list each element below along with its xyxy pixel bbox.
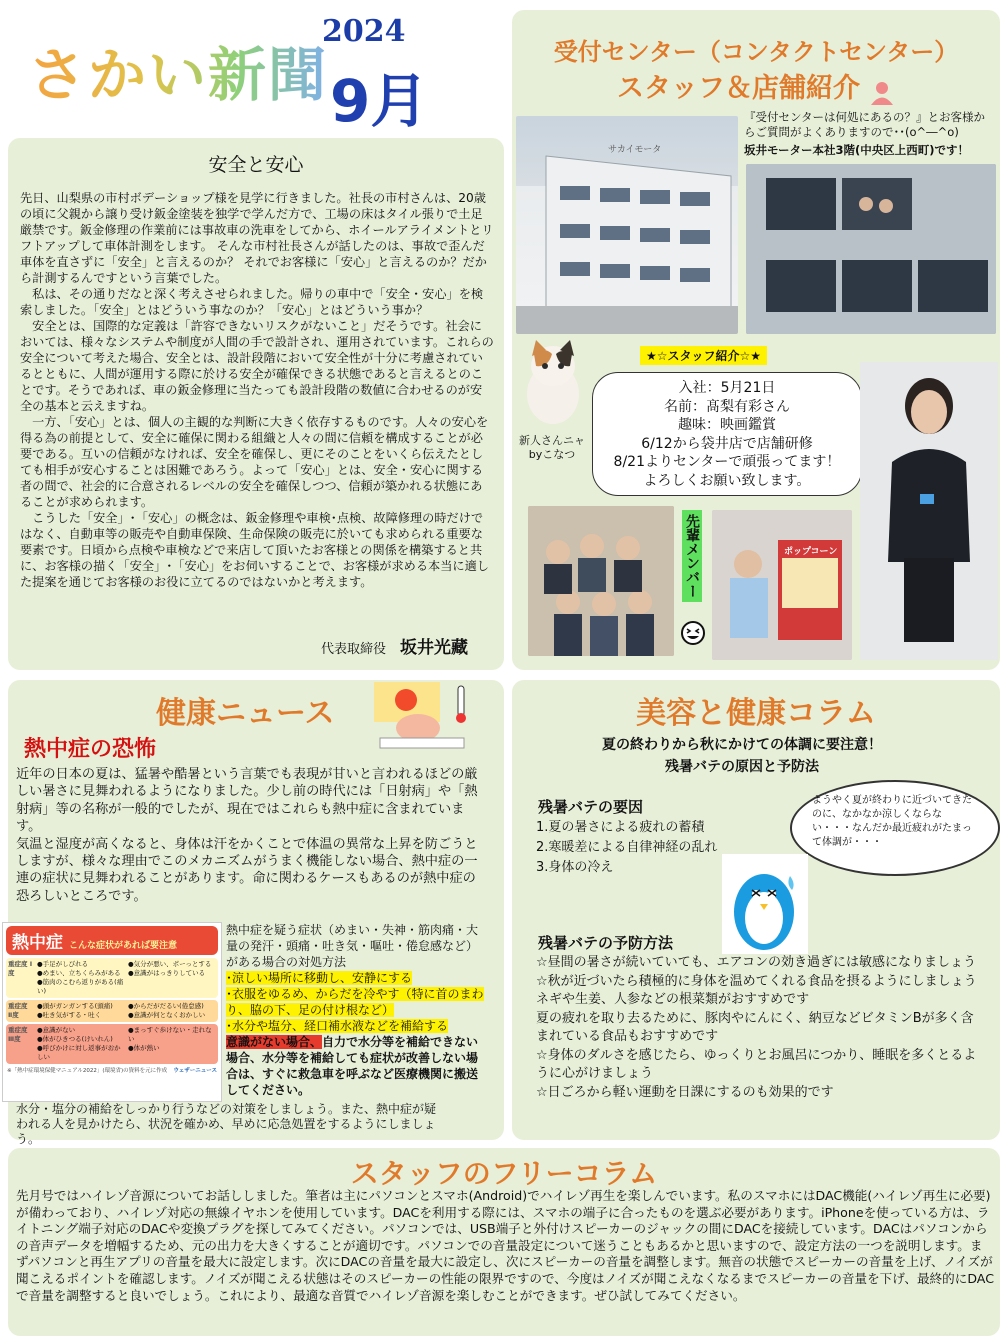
health-title: 健康ニュース (156, 696, 335, 731)
center-title-line1: 受付センター（コンタクトセンター） (553, 38, 959, 66)
symptom: ●まっすぐ歩けない・走れない (128, 1026, 212, 1043)
center-title-line2: スタッフ＆店舗紹介 (616, 73, 860, 104)
prevention-item: ☆身体のダルさを感じたら、ゆっくりとお風呂につかり、睡眠を多くとるように心がけましょう (536, 1047, 977, 1081)
contact-center-panel (512, 10, 1000, 670)
causes-heading: 残暑バテの要因 (538, 798, 644, 816)
prevention-item: ☆日ごろから軽い運動を日課にするのも効果的です (536, 1084, 834, 1100)
center-address: 坂井モーター本社3階(中央区上西町)です！ (744, 143, 970, 157)
beauty-subtitle-1: 夏の終わりから秋にかけての体調に要注意！ (602, 737, 882, 753)
staff-line: 趣味：映画鑑賞 (678, 417, 776, 433)
symptom: ●呼びかけに対し返事がおかしい (37, 1044, 121, 1061)
level-label: 重症度 Ⅲ度 (8, 1026, 28, 1043)
building-photo-exterior (516, 116, 738, 334)
signature-name: 坂井光藏 (400, 638, 468, 658)
symptom: ●意識がはっきりしている (128, 969, 206, 977)
first-aid-step-text: ･水分や塩分、経口補水液などを補給する (226, 1019, 449, 1033)
health-subtitle: 熱中症の恐怖 (24, 737, 157, 762)
free-column-title: スタッフのフリーコラム (350, 1157, 658, 1190)
safety-body (20, 190, 494, 590)
prevention-item: ☆昼間の暑さが続いていても、エアコンの効き過ぎには敏感になりましょう (536, 955, 977, 970)
safety-heading: 安全と安心 (208, 154, 304, 176)
popcorn-sign: ポップコーン (784, 547, 838, 557)
level-left-symptoms (37, 1026, 125, 1062)
new-staff-photo (860, 362, 998, 660)
cause-item: 3.身体の冷え (536, 860, 614, 875)
building-sign: サカイモータ (608, 145, 662, 155)
issue-year: 2024 (322, 14, 406, 49)
level-left-symptoms (37, 960, 125, 996)
staff-line: よろしくお願い致します。 (643, 472, 811, 489)
penguin-illustration (722, 854, 808, 954)
symptom: ●体が熱い (128, 1044, 160, 1052)
warning-head: 意識がない場合、 (226, 1035, 323, 1049)
staff-line: 名前：髙梨有彩さん (664, 398, 790, 415)
chart-source: ※「熱中症環境保健マニュアル2022」(環境省)の資料を元に作成 (7, 1068, 168, 1074)
safety-paragraph: 先日、山梨県の市村ボデーショップ様を見学に行きました。社長の市村さんは、20歳の頃に父親から譲り受け鈑金塗装を独学で学んだ方で、工場の床はタイル張りで土足厳禁です。鈑金修理の作業前には事故車の洗車をしてから、ホイールアライメントとリフトアップして車体計測をします。 そんな市村社長さんが話したのは、事故で歪んだ車体を直さずに「安全」と言えるのか？ それでお客様に「安心」と言えるのか？だから計測するんですという言葉でした。 (20, 191, 494, 285)
emergency-warning (226, 1034, 484, 1098)
free-column-panel (8, 1148, 1000, 1336)
cause-item: 2.寒暖差による自律神経の乱れ (536, 840, 718, 855)
symptom-chart-title: 熱中症 (12, 933, 63, 953)
first-aid-step-text: ･衣服をゆるめ、からだを冷やす（特に首のまわり、脇の下、足の付け根など） (226, 987, 484, 1017)
health-intro-paragraph: 近年の日本の夏は、猛暑や酷暑という言葉でも表現が甘いと言われるほどの厳しい暑さに見舞われるようになりました。少し前の時代には「日射病」や「熱射病」等の名称が一般的でしたが、現在ではこれらも熱中症に含まれています。 (16, 767, 478, 835)
symptom: ●体がひきつる(けいれん) (37, 1035, 113, 1043)
thought-bubble (790, 780, 1000, 876)
thought-bubble-text: ようやく夏が終わりに近づいてきたのに、なかなか涼しくならない・・・なんだか最近疲れがたまって体調が・・・ (812, 795, 972, 848)
level-row-3 (6, 1024, 218, 1064)
staff-person-icon (869, 80, 895, 106)
causes-list (536, 818, 717, 878)
safety-signature (321, 633, 468, 658)
center-caption: 『受付センターは何処にあるの？』とお客様からご質問がよくありますので･･(o^―^o) (744, 110, 986, 139)
prevention-item: 夏の疲れを取り去るために、豚肉やにんにく、納豆などビタミンBが多く含まれている食品もおすすめです (536, 1010, 974, 1044)
beauty-title: 美容と健康コラム (636, 696, 876, 731)
staff-intro-box (592, 372, 862, 496)
prevention-list (536, 954, 986, 1102)
symptom: ●意識がない (37, 1026, 76, 1034)
safety-paragraph: 一方、「安心」とは、個人の主観的な判断に大きく依存するものです。人々の安心を得る為の前提として、安全に確保に関わる組織と人々の間に信頼を構成することが必要である。互いの信頼がなければ、安全を確保し、更にそのことをいくら伝えたとしても相手が安心することは困難であろう。よって「安心」とは、安全・安心に関する者の間で、社会的に合意されるレベルの安全を確保しつつ、信頼が築かれる状態にあることが求められます。 (20, 415, 489, 509)
symptom: ●気分が悪い、ボーっとする (128, 960, 212, 968)
heatstroke-illustration (366, 680, 478, 752)
symptom: ●筋肉のこむら返りがある(痛い) (37, 978, 124, 995)
chart-footer (3, 1066, 221, 1074)
cat-caption (514, 434, 590, 462)
level-right-symptoms (128, 1002, 216, 1020)
warning-rest: 自力で水分等を補給できない場合、水分等を補給しても症状が改善しない場合は、すぐに救急車を呼ぶなど医療機関に搬送してください。 (226, 1035, 479, 1097)
newspaper-title: さかい新聞 (28, 28, 328, 112)
staff-line: 8/21よりセンターで頑張ってます！ (613, 454, 841, 470)
first-aid-step (226, 986, 484, 1018)
prevention-item: ☆秋が近づいたら積極的に身体を温めてくれる食品を摂るようにしましょう (536, 973, 977, 989)
safety-paragraph: 安全とは、国際的な定義は「許容できないリスクがないこと」だそうです。社会においては、様々なシステムや制度が人間の手で設計され、運用されています。これらの安全について考えた場合、安全とは、設計段階において安全性が十分に考慮されているとともに、人間が運用する際に於ける安全が確保できる状態であると言えるとのことです。そうであれば、車の鈑金修理に当たっても設計段階の数値に合わせるのが安全の基本と云えますね。 (20, 319, 494, 413)
first-aid-step (226, 970, 484, 986)
signature-role: 代表取締役 (320, 642, 386, 657)
center-title-line2-wrap (512, 66, 1000, 106)
safety-article-panel (8, 138, 504, 670)
free-column-text: 先月号ではハイレゾ音源についてお話ししました。筆者は主にパソコンとスマホ(Android)でハイレゾ再生を楽しんでいます。私のスマホにはDAC機能(ハイレゾ再生に必要)が備わっており、ハイレゾ対応の無線イヤホンを使用しています。DACを利用する際には、スマホの端子に合ったものを選ぶ必要があります。iPhoneを使っている方は、ライトニング端子対応のDACや変換プラグを探してみてください。パソコンでは、USB端子と外付けスピーカーのジャックの間にDACを接続しています。DACはパソコンからの音声データを増幅するため、元の出力を大きくすることが適切です。パソコンでの音量設定について迷うこともあるかと思いますので、設定方法の一つを説明します。まずパソコンと再生アプリの音量を最大に設定します。次にDACの音量を最大に設定し、次にスピーカーの音量を調整します。無音の状態でスピーカーの音量を上げ、ノイズが聞こえるポイントを確認します。ノイズが聞こえる状態はそのスピーカーの性能の限界ですので、今度はノイズが聞こえなくなるまでスピーカーの音量を下げ、最終的にDACで音量を調整すると良いでしょう。これにより、最適な音質でハイレゾ音源を楽しむことができます。ぜひ試してみてください。 (16, 1188, 994, 1303)
health-intro (16, 766, 486, 905)
first-aid-step-text: ･涼しい場所に移動し、安静にする (226, 971, 413, 985)
level-row-1 (6, 958, 218, 998)
popcorn-staff-photo (712, 510, 852, 660)
safety-paragraph: こうした「安全」･「安心」の概念は、鈑金修理や車検･点検、故障修理の時だけではなく、自動車等の販売や自動車保険、生命保険の販売に於いても求められる重要な要素です。日頃から点検や車検などで来店して頂いたお客様との関係を構築すると共に、お客様の描く「安全」･「安心」をお伺いすることで、お客様が求める本当に適した提案を通じてお客様のお役に立てるのではないかと考えます。 (20, 511, 489, 589)
first-aid-intro: 熱中症を疑う症状（めまい・失神・筋肉痛・大量の発汗・頭痛・吐き気・嘔吐・倦怠感など）がある場合の対処方法 (226, 923, 479, 969)
beauty-subtitle-2: 残暑バテの原因と予防法 (665, 759, 819, 775)
level-left-symptoms (37, 1002, 125, 1020)
level-row-2 (6, 1000, 218, 1022)
symptom: ●吐き気がする・吐く (37, 1011, 102, 1019)
building-photo-window (746, 164, 996, 334)
cat-photo (522, 336, 584, 428)
prevention-heading: 残暑バテの予防方法 (538, 934, 674, 952)
health-intro-paragraph: 気温と湿度が高くなると、身体は汗をかくことで体温の異常な上昇を防ごうとしますが、様々な理由でこのメカニズムがうまく機能しない場合、熱中症の一連の症状に見舞われることがあります。命に関わるケースもあるのが熱中症の恐ろしいところです。 (16, 836, 478, 904)
staff-line: 6/12から袋井店で店舗研修 (641, 435, 813, 452)
symptom-chart-subtitle: こんな症状があれば要注意 (69, 941, 178, 951)
staff-line: 入社：5月21日 (678, 380, 776, 396)
cause-item: 1.夏の暑さによる疲れの蓄積 (536, 820, 705, 835)
symptom: ●手足がしびれる (37, 960, 89, 968)
staff-heading: ★☆スタッフ紹介☆★ (640, 346, 767, 365)
level-label: 重症度 Ⅰ度 (8, 960, 33, 977)
issue-month: 9月 (330, 67, 429, 135)
chart-brand: ウェザーニュース (173, 1068, 217, 1074)
health-closing: 水分・塩分の補給をしっかり行うなどの対策をしましょう。また、熱中症が疑われる人を見かけたら、状況を確かめ、早めに応急処置をするようにしましょう。 (16, 1102, 437, 1146)
senior-members-photo (528, 506, 674, 656)
symptom: ●意識が何となくおかしい (128, 1011, 206, 1019)
first-aid-block (226, 922, 484, 1098)
first-aid-step (226, 1018, 484, 1034)
symptom: ●頭がガンガンする(頭痛) (37, 1002, 113, 1010)
symptom: ●めまい、立ちくらみがある (37, 969, 121, 977)
symptom-chart-header (6, 926, 218, 955)
senior-label: 先輩メンバー (682, 510, 702, 602)
prevention-item: ネギや生姜、人参などの根菜類がおすすめです (536, 992, 810, 1007)
symptom: ●からだがだるい(倦怠感) (128, 1002, 204, 1010)
symptom-chart (2, 922, 222, 1102)
level-label: 重症度 Ⅱ度 (8, 1002, 28, 1019)
level-right-symptoms (128, 1026, 216, 1062)
level-right-symptoms (128, 960, 216, 996)
cat-caption-line: byこなつ (528, 448, 576, 461)
grin-emoji-icon (680, 620, 706, 646)
cat-caption-line: 新人さんニャ (519, 434, 585, 447)
safety-paragraph: 私は、その通りだなと深く考えさせられました。帰りの車中で「安全・安心」を検索しました。「安全」とはどういう事なのか？「安心」とはどういう事か？ (20, 287, 484, 317)
